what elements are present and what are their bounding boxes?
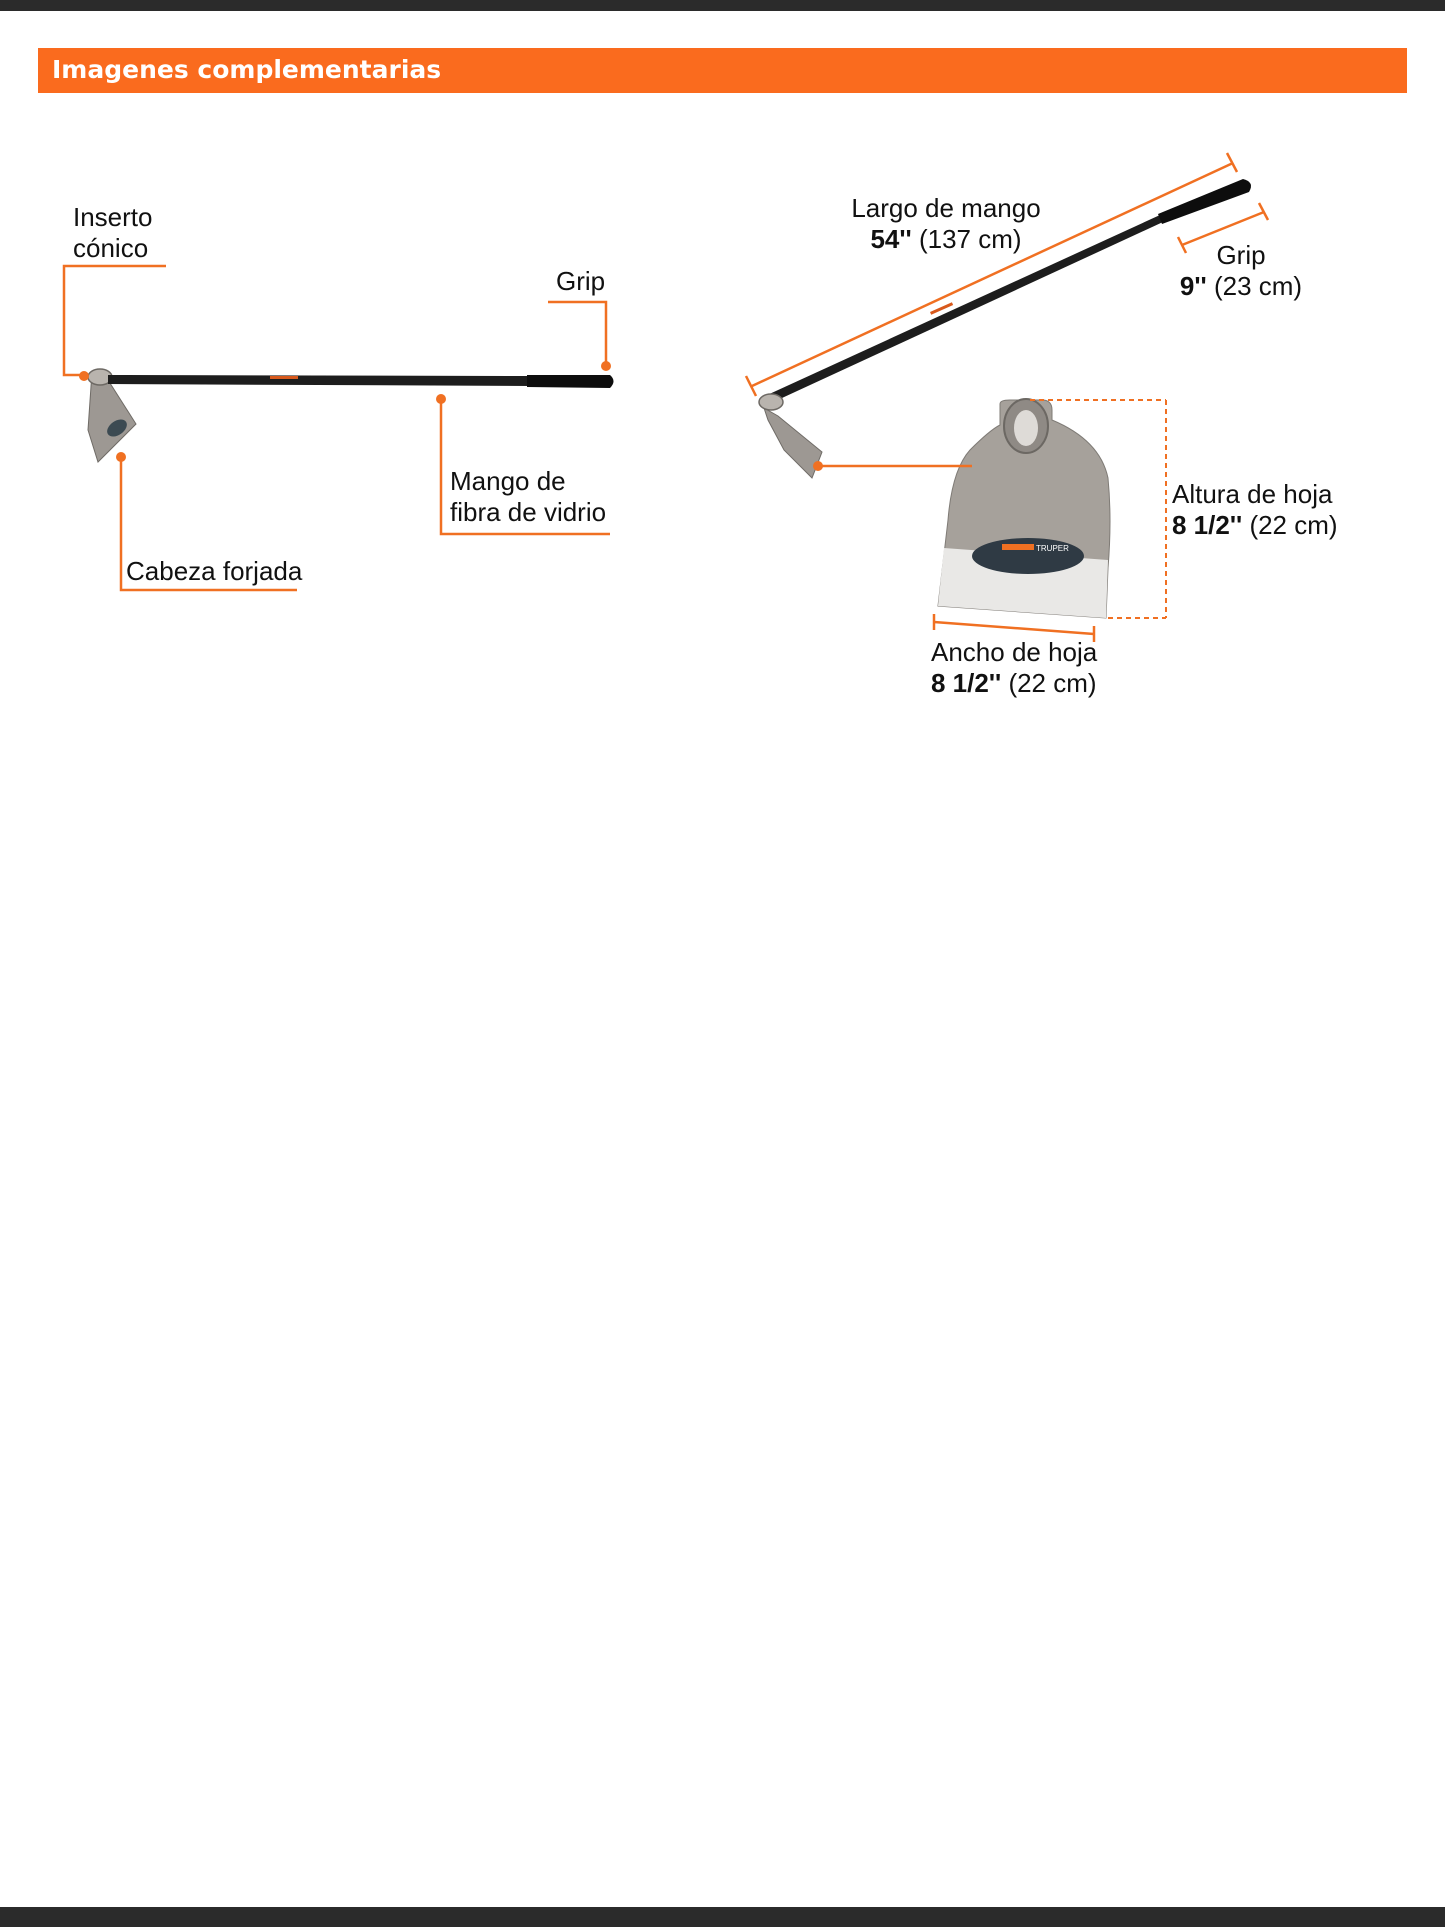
callout-inserto — [64, 266, 166, 381]
label-grip-dimension — [1176, 240, 1306, 302]
label-altura-title: Altura de hoja — [1172, 479, 1333, 509]
label-ancho-measure — [931, 668, 1097, 699]
section-title: Imagenes complementarias — [52, 55, 442, 84]
label-mango-line2: fibra de vidrio — [450, 497, 607, 527]
bottom-border — [0, 1907, 1445, 1927]
left-hoe-handle — [108, 375, 530, 386]
label-cabeza-forjada — [126, 556, 302, 587]
blade-closeup-image — [938, 399, 1110, 618]
left-hoe-image — [88, 369, 614, 462]
label-largo-title: Largo de mango — [851, 193, 1041, 223]
label-altura-hoja — [1172, 479, 1338, 541]
label-largo-metric: (137 cm) — [918, 224, 1022, 254]
label-inserto-line2: cónico — [73, 233, 149, 263]
label-grip-left — [556, 266, 605, 297]
left-hoe-handle-logo — [270, 376, 298, 379]
callout-grip-left — [548, 302, 611, 371]
label-grip-metric: (23 cm) — [1213, 271, 1303, 301]
right-hoe-insert — [759, 394, 783, 410]
dimension-largo-mango — [746, 153, 1237, 396]
label-largo-value: 54'' — [870, 224, 912, 254]
label-grip-left-text: Grip — [556, 266, 606, 296]
left-hoe-head — [88, 372, 136, 462]
blade-sticker-logo: TRUPER — [1036, 544, 1069, 553]
product-figure — [0, 0, 1445, 760]
label-ancho-title: Ancho de hoja — [931, 637, 1098, 667]
callout-closeup — [813, 461, 972, 471]
label-grip-title: Grip — [1216, 240, 1266, 270]
label-mango — [450, 466, 606, 528]
label-altura-measure — [1172, 510, 1338, 541]
label-mango-line1: Mango de — [450, 466, 566, 496]
label-inserto-conico — [73, 202, 153, 264]
label-largo-mango — [846, 193, 1046, 255]
label-grip-value: 9'' — [1179, 271, 1207, 301]
right-hoe-grip — [1158, 179, 1251, 224]
label-altura-metric: (22 cm) — [1249, 510, 1338, 540]
label-ancho-value: 8 1/2'' — [931, 668, 1002, 698]
label-cabeza-text: Cabeza forjada — [126, 556, 303, 586]
label-ancho-hoja — [931, 637, 1097, 699]
label-inserto-line1: Inserto — [73, 202, 153, 232]
label-altura-value: 8 1/2'' — [1172, 510, 1243, 540]
left-hoe-grip — [527, 375, 614, 388]
label-ancho-metric: (22 cm) — [1008, 668, 1097, 698]
label-largo-measure — [846, 224, 1046, 255]
label-grip-measure — [1176, 271, 1306, 302]
